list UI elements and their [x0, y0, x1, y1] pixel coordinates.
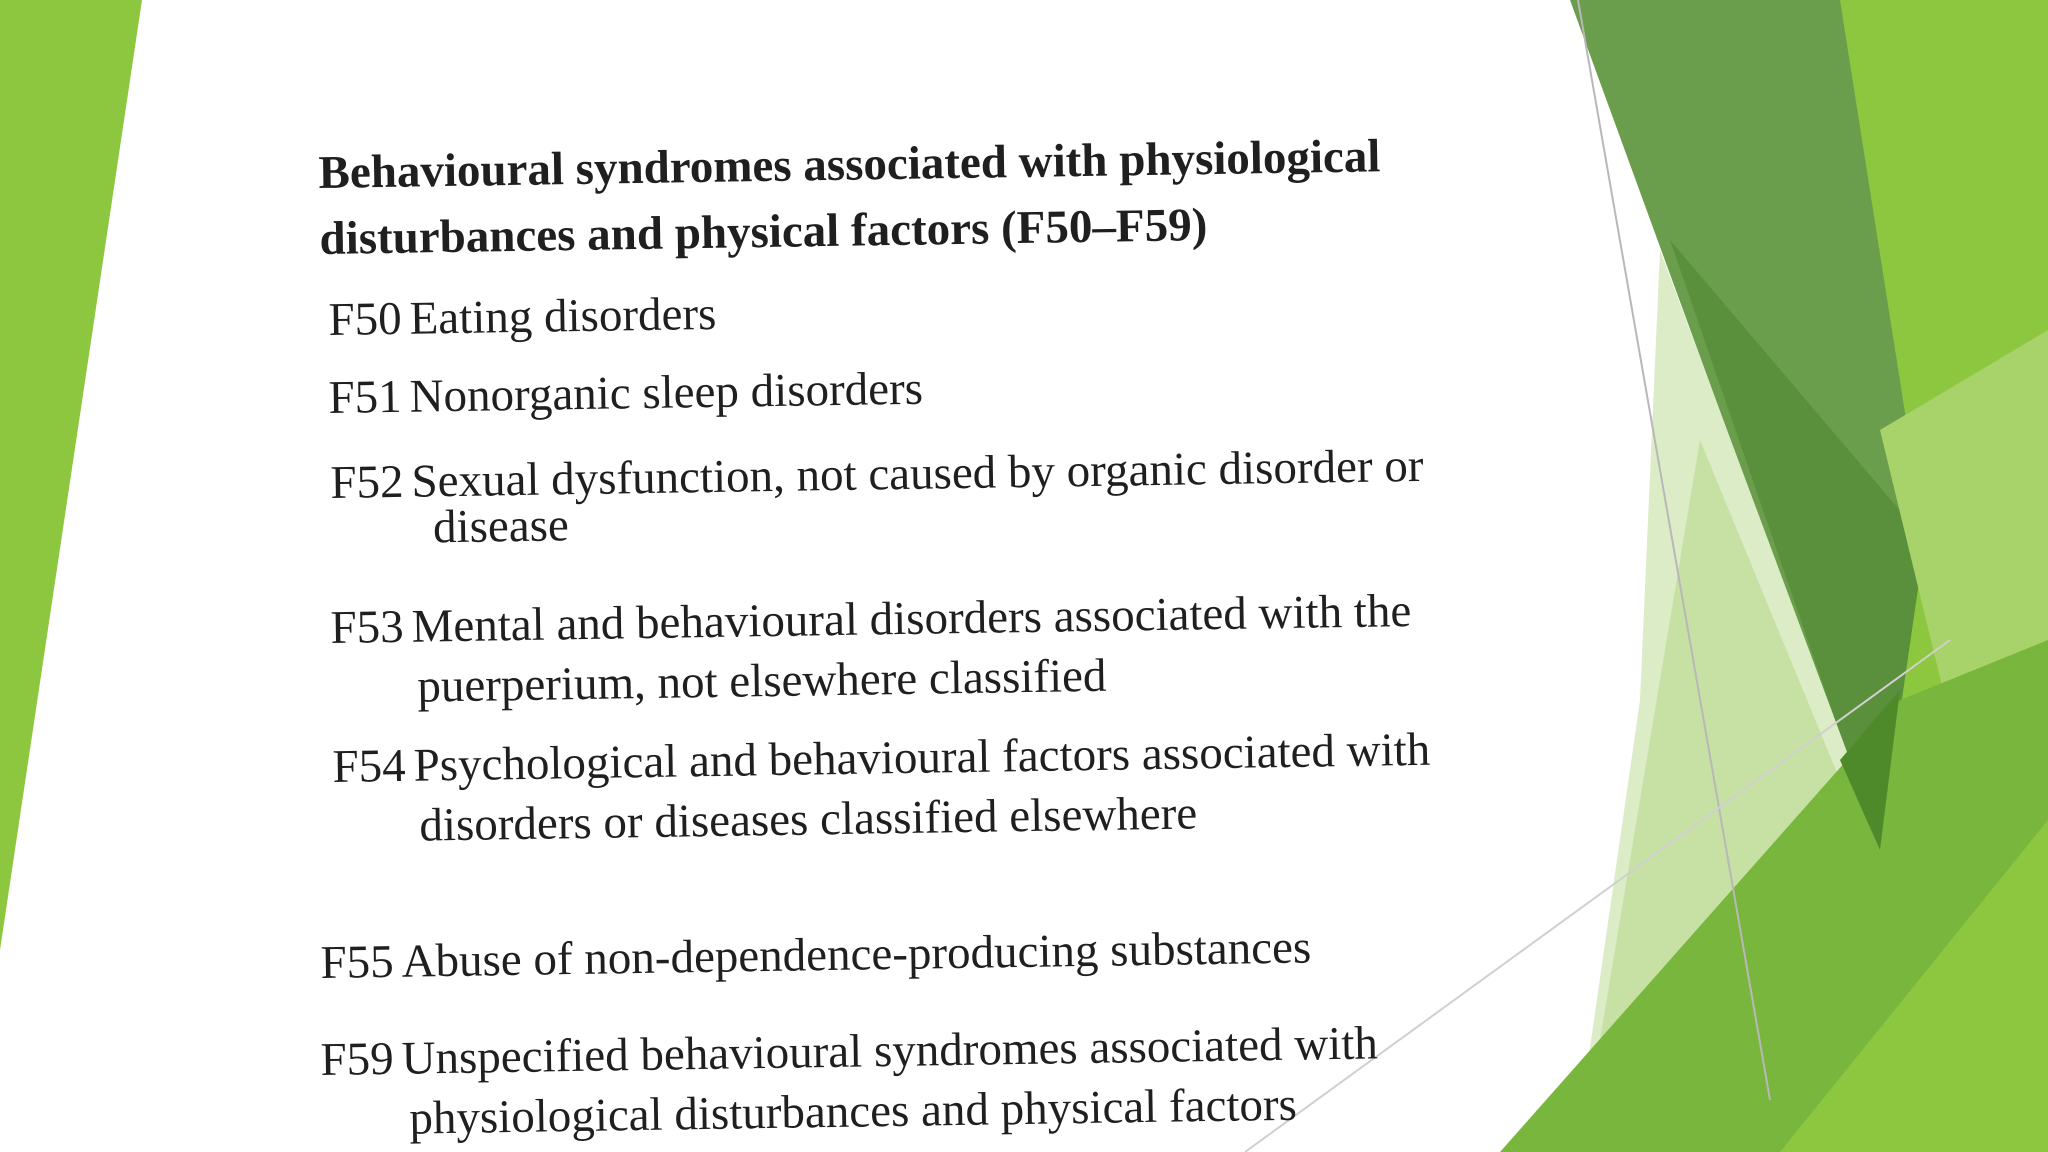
slide-title-line-1: Behavioural syndromes associated with physiological [318, 130, 1381, 199]
entry-text: Unspecified behavioural syndromes associated with [401, 1017, 1379, 1085]
entry-f53 [330, 581, 1413, 718]
entry-code: F52 [329, 455, 404, 509]
entry-text-continued: puerperium, not elsewhere classified [416, 649, 1107, 713]
entry-f50 [328, 284, 717, 350]
entry-text-continued: physiological disturbances and physical factors [408, 1078, 1298, 1145]
entry-f54 [332, 720, 1432, 857]
entry-code: F54 [332, 739, 407, 793]
entry-text: Psychological and behavioural factors associated with [413, 723, 1431, 792]
entry-code: F59 [320, 1032, 395, 1086]
entry-f51 [328, 359, 923, 428]
entry-text: Sexual dysfunction, not caused by organic disorder or [411, 439, 1424, 508]
entry-f52 [329, 439, 1424, 554]
entry-code: F50 [328, 292, 403, 346]
entry-code: F53 [330, 600, 405, 654]
entry-f59 [320, 1013, 1379, 1150]
entry-text: Nonorganic sleep disorders [409, 362, 924, 423]
slide-title [318, 121, 1520, 272]
entry-text: Eating disorders [409, 287, 717, 345]
left-green-wedge [0, 0, 142, 950]
entry-text-continued: disorders or diseases classified elsewhere [418, 787, 1198, 852]
entry-text-continued: disease [432, 499, 570, 554]
entry-code: F51 [328, 370, 403, 424]
entry-code: F55 [320, 935, 395, 989]
entry-text: Mental and behavioural disorders associated with the [411, 585, 1412, 653]
entry-text: Abuse of non-dependence-producing substances [401, 921, 1312, 988]
slide-title-line-2: disturbances and physical factors (F50–F59) [319, 199, 1208, 265]
